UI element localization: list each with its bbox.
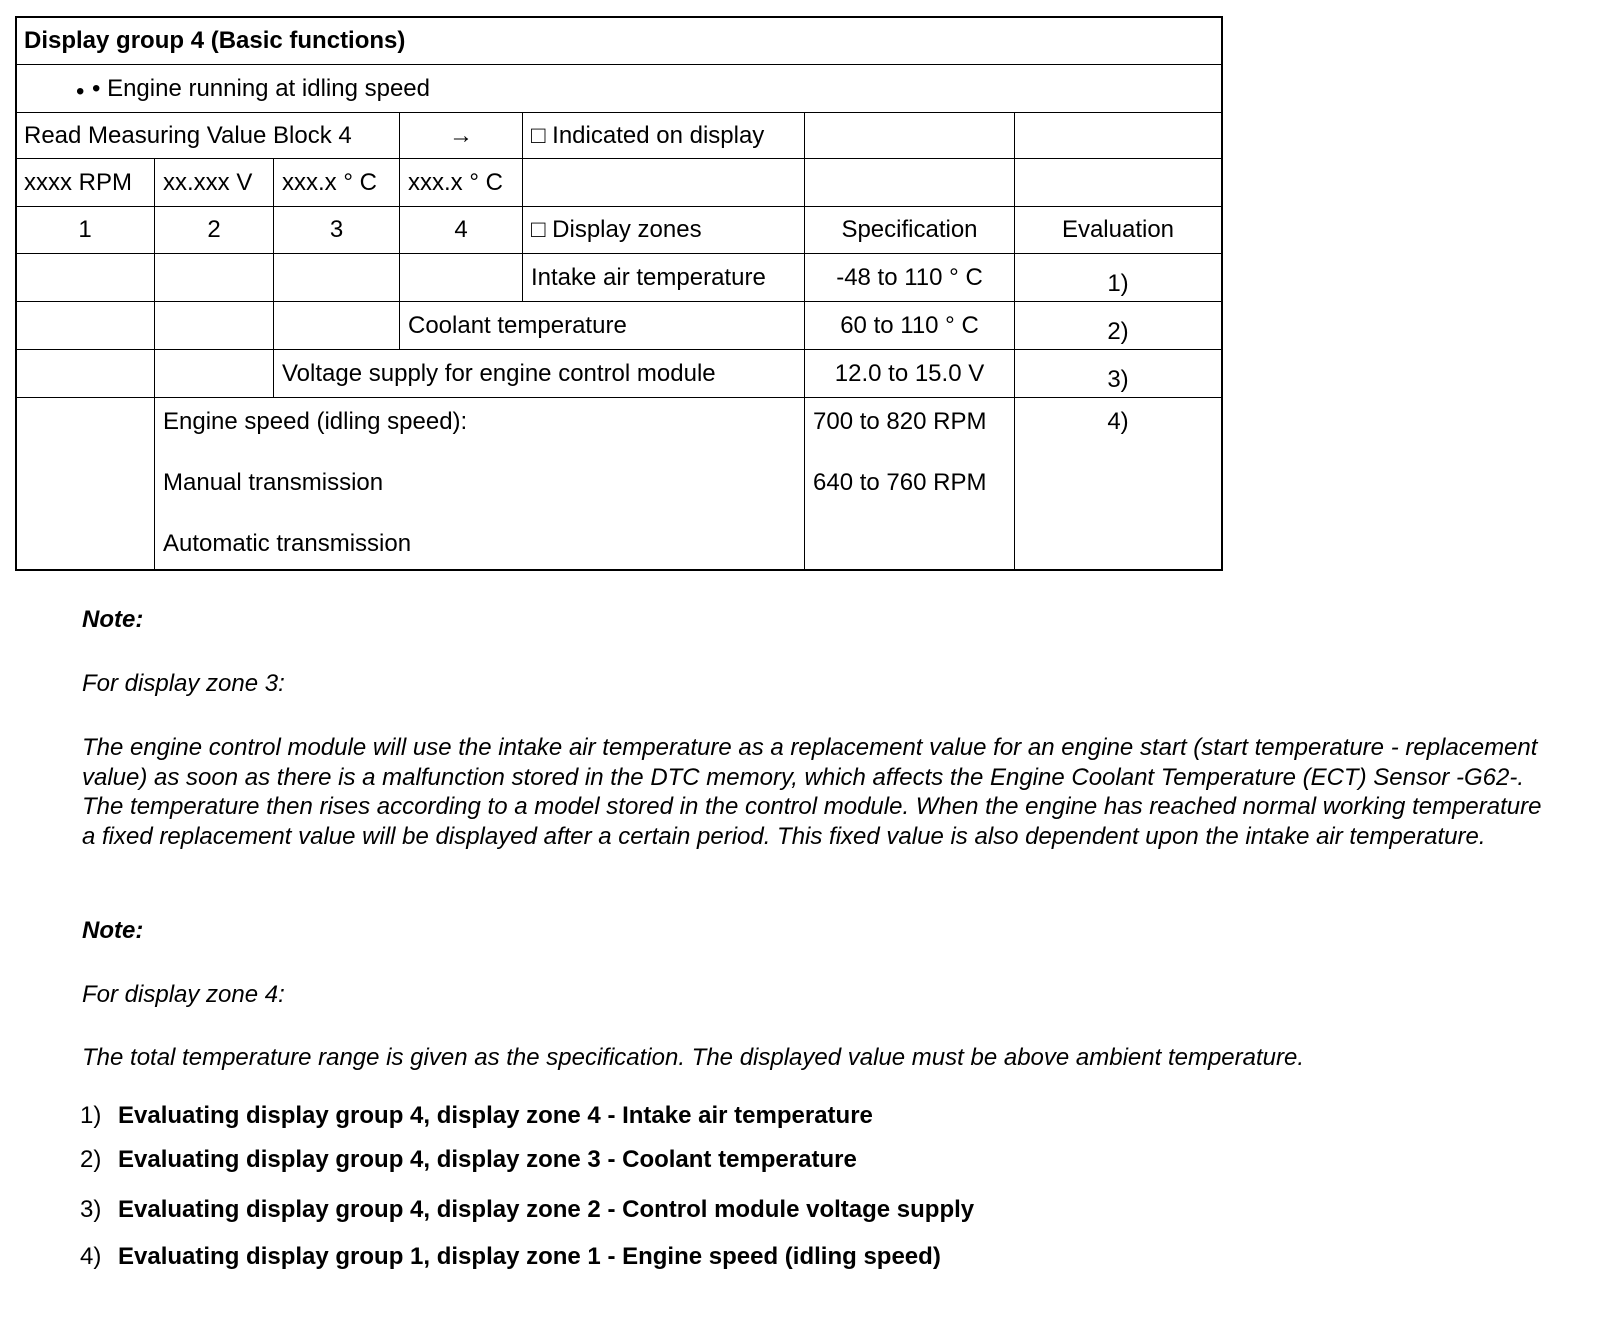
evaluation-item [80, 1146, 857, 1174]
evaluation-item [80, 1243, 941, 1271]
empty-cell [522, 158, 805, 207]
note-subheading: For display zone 3: [82, 670, 285, 697]
eval-intake-air [1014, 253, 1222, 302]
empty-cell [15, 397, 155, 570]
display-value-2: xx.xxx V [154, 158, 274, 207]
manual-transmission-label: Manual transmission [163, 469, 384, 496]
row-label-coolant: Coolant temperature [399, 301, 805, 350]
empty-cell [154, 349, 274, 398]
zone-number-3: 3 [273, 206, 400, 254]
spec-intake-air: -48 to 110 ° C [804, 253, 1015, 302]
indicated-on-display: □ Indicated on display [522, 112, 805, 159]
spec-coolant: 60 to 110 ° C [804, 301, 1015, 350]
evaluation-item [80, 1102, 873, 1130]
evaluation-number: 1) [80, 1102, 102, 1129]
note-heading: Note: [82, 917, 144, 944]
evaluation-number: 2) [80, 1146, 102, 1173]
empty-cell [15, 253, 155, 302]
display-zones-header: □ Display zones [522, 206, 805, 254]
note-body: The engine control module will use the intake air temperature as a replacement value for an engine start (start temperature - replacement value) as soon as there is a malfunction stored in the DTC memory, which affects the Engine Coolant Temperature (ECT) Sensor -G62-. The temperature then rises according to a model stored in the control module. When the engine has reached normal working temperature a fixed replacement value will be displayed after a certain period. This fixed value is also dependent upon the intake air temperature. [82, 734, 1542, 850]
spec-voltage: 12.0 to 15.0 V [804, 349, 1015, 398]
eval-ref-2: 2) [1107, 317, 1129, 345]
note-body: The total temperature range is given as the specification. The displayed value must be above ambient temperature. [82, 1044, 1305, 1071]
note-heading: Note: [82, 606, 144, 633]
arrow-icon: → [399, 112, 523, 159]
automatic-transmission-label: Automatic transmission [163, 530, 412, 557]
empty-cell [399, 253, 523, 302]
condition-text: • Engine running at idling speed [92, 74, 430, 102]
display-value-1: xxxx RPM [15, 158, 155, 207]
eval-engine-speed [1014, 397, 1222, 570]
table-title: Display group 4 (Basic functions) [15, 16, 1222, 65]
evaluation-header: Evaluation [1014, 206, 1222, 254]
empty-cell [1014, 112, 1222, 159]
row-label-engine-speed [154, 397, 805, 570]
empty-cell [273, 301, 400, 350]
eval-ref-1: 1) [1107, 269, 1129, 297]
read-block-label: Read Measuring Value Block 4 [15, 112, 400, 159]
empty-cell [154, 253, 274, 302]
zone-number-2: 2 [154, 206, 274, 254]
eval-coolant [1014, 301, 1222, 350]
eval-ref-4: 4) [1107, 408, 1129, 435]
display-value-3: xxx.x ° C [273, 158, 400, 207]
evaluation-link[interactable]: Evaluating display group 1, display zone 1 - Engine speed (idling speed) [118, 1243, 941, 1270]
zone-number-1: 1 [15, 206, 155, 254]
evaluation-item [80, 1196, 974, 1224]
evaluation-number: 4) [80, 1243, 102, 1270]
evaluation-link[interactable]: Evaluating display group 4, display zone 4 - Intake air temperature [118, 1102, 873, 1129]
note-subheading: For display zone 4: [82, 981, 285, 1008]
evaluation-link[interactable]: Evaluating display group 4, display zone 3 - Coolant temperature [118, 1146, 857, 1173]
empty-cell [804, 158, 1015, 207]
engine-speed-label: Engine speed (idling speed): [163, 408, 468, 435]
spec-manual: 700 to 820 RPM [813, 408, 987, 435]
empty-cell [15, 301, 155, 350]
condition-row [15, 64, 1222, 113]
row-label-intake-air: Intake air temperature [522, 253, 805, 302]
spec-engine-speed [804, 397, 1015, 570]
empty-cell [804, 112, 1015, 159]
empty-cell [273, 253, 400, 302]
bullet-icon: • [76, 78, 85, 105]
specification-header: Specification [804, 206, 1015, 254]
eval-voltage [1014, 349, 1222, 398]
evaluation-link[interactable]: Evaluating display group 4, display zone 2 - Control module voltage supply [118, 1196, 975, 1223]
display-value-4: xxx.x ° C [399, 158, 523, 207]
spec-automatic: 640 to 760 RPM [813, 469, 987, 496]
empty-cell [15, 349, 155, 398]
empty-cell [154, 301, 274, 350]
display-group-table [0, 0, 1600, 600]
row-label-voltage: Voltage supply for engine control module [273, 349, 805, 398]
zone-number-4: 4 [399, 206, 523, 254]
empty-cell [1014, 158, 1222, 207]
evaluation-number: 3) [80, 1196, 102, 1223]
eval-ref-3: 3) [1107, 365, 1129, 393]
